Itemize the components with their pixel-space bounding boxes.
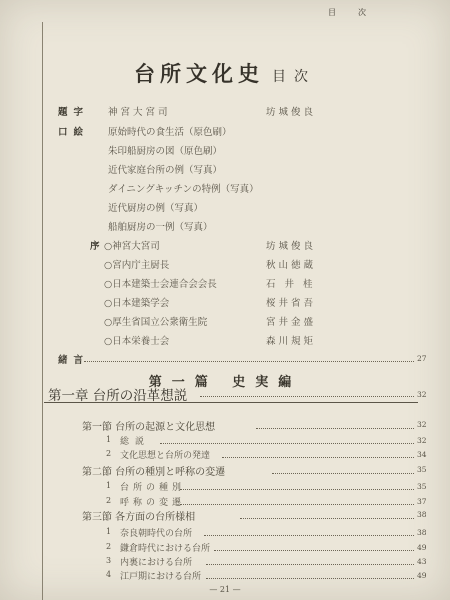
leader-dots <box>180 504 414 505</box>
jo-name: 桜井省吾 <box>266 298 317 309</box>
kuchie-item: ダイニングキッチンの特例（写真） <box>108 184 259 195</box>
kuchie-item: 朱印船厨房の図（原色刷） <box>108 146 223 157</box>
kuchie-item: 近代厨房の例（写真） <box>108 203 204 214</box>
leader-dots <box>272 473 414 474</box>
kuchie-item: 近代家庭台所の例（写真） <box>108 165 223 176</box>
page-number: 32 <box>417 436 427 445</box>
sub-title: 鎌倉時代における台所 <box>120 544 211 554</box>
sub-number: 2 <box>106 496 112 505</box>
daiji-label: 題字 <box>58 107 90 118</box>
page-number: 49 <box>417 543 427 552</box>
jo-name: 坊城俊良 <box>266 241 317 252</box>
sub-title: 文化思想と台所の発達 <box>120 451 211 461</box>
part-title: 第一篇 史実編 <box>148 375 302 390</box>
running-head: 目次 <box>328 8 388 17</box>
jo-org: ○宮内庁主厨長 <box>104 260 170 271</box>
jo-label: 序 <box>90 241 100 252</box>
sub-number: 1 <box>106 481 112 490</box>
sub-number: 2 <box>106 449 112 458</box>
page-number: 32 <box>417 390 427 399</box>
margin-rule <box>42 22 43 600</box>
sub-number: 1 <box>106 435 112 444</box>
leader-dots <box>180 489 414 490</box>
shogen-label: 緒言 <box>58 355 90 366</box>
page-number: 27 <box>417 354 427 363</box>
sub-title: 内裏における台所 <box>120 558 193 568</box>
sub-number: 1 <box>106 527 112 536</box>
jo-org: ○日本栄養士会 <box>104 336 170 347</box>
leader-dots <box>204 535 414 536</box>
leader-dots <box>206 578 414 579</box>
daiji-name: 坊城俊良 <box>266 107 317 118</box>
leader-dots <box>214 550 414 551</box>
leader-dots <box>160 443 414 444</box>
sub-number: 3 <box>106 556 112 565</box>
kuchie-label: 口絵 <box>58 127 90 138</box>
kuchie-item: 原始時代の食生活（原色刷） <box>108 127 232 138</box>
leader-dots <box>200 396 414 397</box>
sub-number: 4 <box>106 570 112 579</box>
jo-name: 石井桂 <box>266 279 322 290</box>
jo-name: 秋山徳蔵 <box>266 260 317 271</box>
jo-name: 森川規矩 <box>266 336 317 347</box>
page-number: 38 <box>417 528 427 537</box>
page-number: 35 <box>417 465 427 474</box>
page-subtitle: 目次 <box>272 69 316 85</box>
jo-name: 宮井金盛 <box>266 317 317 328</box>
leader-dots <box>206 564 414 565</box>
leader-dots <box>240 518 414 519</box>
sub-number: 2 <box>106 542 112 551</box>
page-number: 37 <box>417 497 427 506</box>
page-number: 32 <box>417 420 427 429</box>
chapter-title: 第一章 台所の沿革想説 <box>48 388 188 404</box>
page-number: 38 <box>417 510 427 519</box>
section-title: 第一節 台所の起源と文化思想 <box>82 422 216 433</box>
leader-dots <box>222 457 414 458</box>
sub-title: 江戸期における台所 <box>120 572 202 582</box>
sub-title: 呼称の変遷 <box>120 498 186 508</box>
page-number: 35 <box>417 482 427 491</box>
jo-org: ○日本建築士会連合会会長 <box>104 279 217 290</box>
page-number: 43 <box>417 557 427 566</box>
leader-dots <box>84 361 414 362</box>
page-title-block <box>0 58 450 88</box>
section-title: 第三節 各方面の台所様相 <box>82 512 196 523</box>
page-number: 34 <box>417 450 427 459</box>
page-number: 49 <box>417 571 427 580</box>
sub-title: 総説 <box>120 437 151 447</box>
jo-org: ○日本建築学会 <box>104 298 170 309</box>
section-title: 第二節 台所の種別と呼称の変遷 <box>82 467 226 478</box>
kuchie-item: 船舶厨房の一例（写真） <box>108 222 213 233</box>
page-footer: — 21 — <box>209 585 241 594</box>
jo-org: ○厚生省国立公衆衛生院 <box>104 317 208 328</box>
leader-dots <box>256 428 414 429</box>
chapter-rule <box>44 402 418 403</box>
sub-title: 奈良朝時代の台所 <box>120 529 193 539</box>
daiji-text: 神宮大宮司 <box>108 107 171 118</box>
jo-org: ○神宮大宮司 <box>104 241 160 252</box>
sub-title: 台所の種別 <box>120 483 186 493</box>
page-title: 台所文化史 <box>134 61 264 86</box>
